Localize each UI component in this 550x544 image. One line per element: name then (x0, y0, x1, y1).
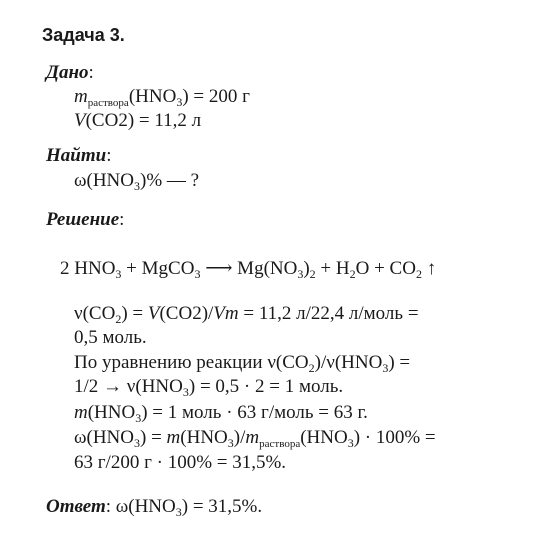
given-colon: : (88, 62, 94, 83)
volume-symbol: V (74, 110, 86, 131)
reaction-equation: 2 $HNO_3$ + MgCO$_3$ ⟶ $Mg(NO_3)_2 + H_2O + CO_2$ ↑ (60, 258, 437, 281)
find-target-line (74, 170, 199, 192)
problem-title: Задача 3. (42, 25, 125, 45)
solution-colon: : (119, 209, 125, 230)
solution-step-4: $\omega(HNO_3) = m(HNO_3)/m_{раствора}(HNO_3) \cdot 100\%$ = (74, 427, 436, 450)
mass-substance: (HNO (128, 86, 177, 107)
answer-line: Ответ: $\omega(HNO_3) = 31,5\%$. (46, 496, 263, 519)
solution-step-1-cont: 0,5 моль. (74, 327, 147, 348)
mass-value: ) = 200 г (182, 86, 250, 107)
given-mass-line (74, 86, 250, 108)
solution-heading: Решение (46, 209, 120, 230)
mass-substance-subscript: 3 (176, 95, 183, 109)
solution-step-2: По уравнению реакции $\nu(CO_2)/\nu(HNO_3)$ = (74, 352, 411, 375)
find-target-prefix: ω(HNO (74, 170, 134, 191)
find-target-subscript: 3 (134, 179, 140, 193)
solution-step-1: $\nu(CO_2) = V(CO2)/Vm = 11,2$ л/22,4 л/моль = (74, 303, 419, 326)
mass-subscript: раствора (87, 97, 129, 109)
find-colon: : (106, 145, 112, 166)
solution-step-3: $m(HNO_3) = 1$ моль · 63 г/моль = 63 г. (74, 402, 368, 425)
find-heading: Найти (46, 145, 107, 166)
given-heading-line (46, 62, 94, 84)
solution-step-4-cont: 63 г/200 г · 100% = 31,5%. (74, 452, 287, 473)
find-target-rest: )% — ? (140, 170, 200, 191)
given-heading: Дано (46, 62, 89, 83)
volume-value: (CO2) = 11,2 л (85, 110, 202, 131)
solution-step-2-cont: $1/2 \to \nu(HNO_3) = 0,5 \cdot 2 = 1$ моль. (74, 376, 344, 399)
find-heading-line (46, 145, 111, 167)
answer-heading: Ответ (46, 496, 106, 517)
solution-heading-line (46, 209, 124, 231)
mass-symbol: m (74, 86, 88, 107)
given-volume-line (74, 110, 201, 132)
